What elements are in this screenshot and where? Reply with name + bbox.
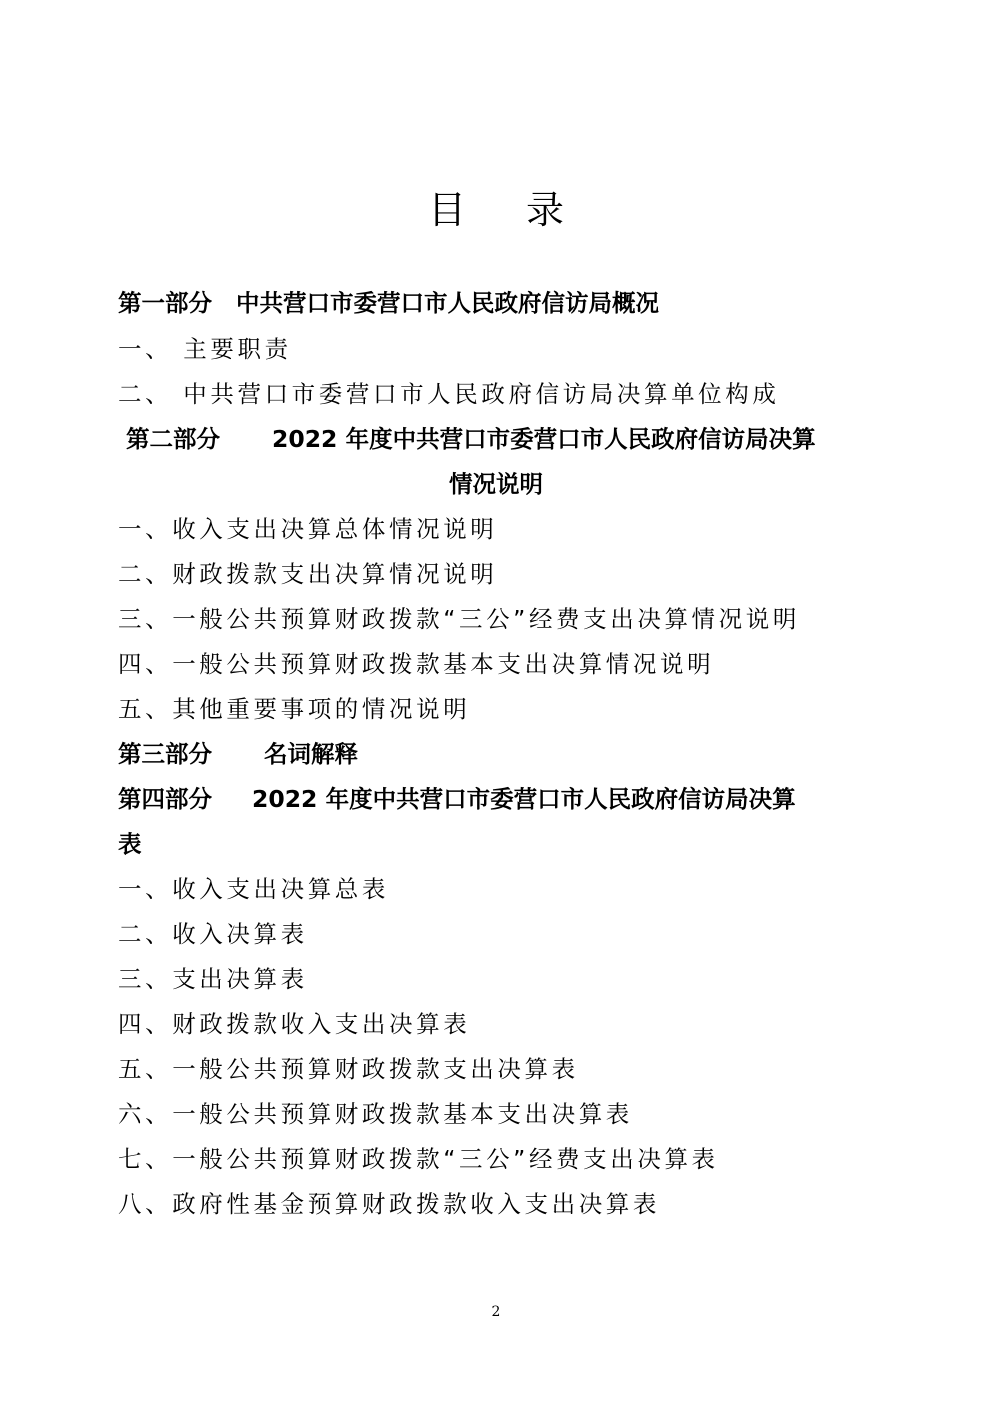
toc-part-text: 名词解释 <box>264 740 358 768</box>
toc-item[interactable]: 一、收入支出决算总体情况说明 <box>118 515 498 543</box>
toc-part-text: 2022 年度中共营口市委营口市人民政府信访局决算 <box>272 425 816 453</box>
toc-part4-heading[interactable] <box>118 783 796 815</box>
toc-item[interactable]: 二、 中共营口市委营口市人民政府信访局决算单位构成 <box>118 380 780 408</box>
page-title: 目录 <box>427 188 624 232</box>
toc-part3-heading[interactable] <box>118 738 358 770</box>
toc-item[interactable]: 七、一般公共预算财政拨款“三公”经费支出决算表 <box>118 1145 719 1173</box>
toc-item[interactable]: 一、收入支出决算总表 <box>118 875 389 903</box>
toc-part2-heading[interactable] <box>126 423 816 455</box>
toc-item[interactable]: 二、收入决算表 <box>118 920 308 948</box>
toc-part4-heading-cont[interactable]: 表 <box>118 830 142 858</box>
toc-item[interactable]: 六、一般公共预算财政拨款基本支出决算表 <box>118 1100 633 1128</box>
toc-item[interactable]: 四、财政拨款收入支出决算表 <box>118 1010 471 1038</box>
toc-part-label: 第四部分 <box>118 785 212 813</box>
toc-part-label: 第一部分 <box>118 289 212 317</box>
toc-item[interactable]: 一、 主要职责 <box>118 335 292 363</box>
toc-part2-heading-cont[interactable]: 情况说明 <box>449 470 543 498</box>
toc-item[interactable]: 八、政府性基金预算财政拨款收入支出决算表 <box>118 1190 660 1218</box>
page-number: 2 <box>491 1304 501 1320</box>
toc-item[interactable]: 四、一般公共预算财政拨款基本支出决算情况说明 <box>118 650 715 678</box>
toc-item[interactable]: 二、财政拨款支出决算情况说明 <box>118 560 498 588</box>
toc-part-text: 2022 年度中共营口市委营口市人民政府信访局决算 <box>252 785 796 813</box>
toc-item[interactable]: 三、支出决算表 <box>118 965 308 993</box>
toc-item[interactable]: 五、一般公共预算财政拨款支出决算表 <box>118 1055 579 1083</box>
toc-part1-heading[interactable] <box>118 287 659 319</box>
toc-item[interactable]: 五、其他重要事项的情况说明 <box>118 695 471 723</box>
toc-part-label: 第二部分 <box>126 425 220 453</box>
toc-part-text: 中共营口市委营口市人民政府信访局概况 <box>236 289 659 317</box>
toc-part-label: 第三部分 <box>118 740 212 768</box>
toc-item[interactable]: 三、一般公共预算财政拨款“三公”经费支出决算情况说明 <box>118 605 800 633</box>
